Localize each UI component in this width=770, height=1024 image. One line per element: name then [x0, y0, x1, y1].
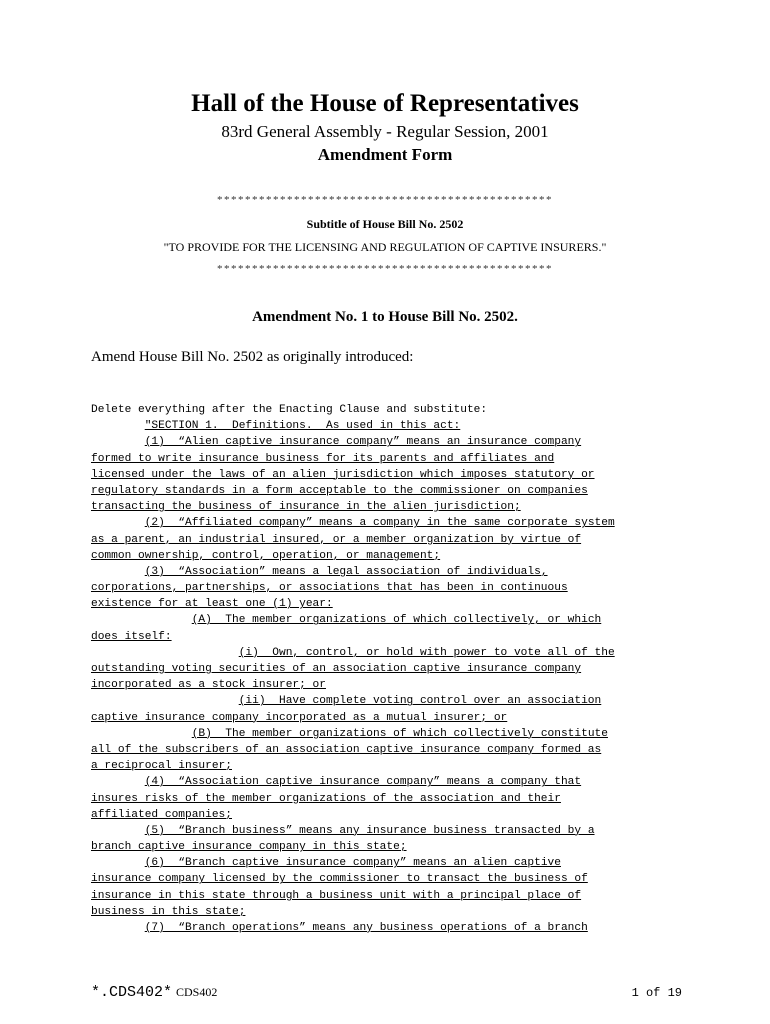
body-line [91, 499, 681, 515]
body-line [91, 726, 681, 742]
body-line [91, 434, 681, 450]
body-line [91, 710, 681, 726]
body-line-text: (4) “Association captive insurance company” means a company that [144, 776, 582, 789]
body-line-text: insures risks of the member organizations of the association and their [91, 792, 561, 805]
page-number: 1 of 19 [631, 986, 682, 1000]
body-line [91, 742, 681, 758]
body-line-text: (2) “Affiliated company” means a company in the same corporate system [144, 517, 615, 530]
body-line [91, 661, 681, 677]
body-line [91, 612, 681, 628]
body-line [91, 774, 681, 790]
body-line [91, 483, 681, 499]
body-line-text: (ii) Have complete voting control over an association [238, 695, 602, 708]
body-line-text: "SECTION 1. Definitions. As used in this act: [144, 420, 461, 433]
bill-subtitle-text: "TO PROVIDE FOR THE LICENSING AND REGULATION OF CAPTIVE INSURERS." [163, 240, 607, 254]
body-line-text: (6) “Branch captive insurance company” means an alien captive [144, 857, 561, 870]
star-divider-bottom: ************************************************ [217, 263, 553, 275]
body-line-text: insurance in this state through a business unit with a principal place of [91, 889, 582, 902]
footer-code-large: *.CDS402* [91, 984, 173, 1001]
body-line [91, 807, 681, 823]
amendment-heading: Amendment No. 1 to House Bill No. 2502. [252, 309, 518, 325]
star-divider-top: ************************************************ [217, 194, 553, 206]
body-line-text: regulatory standards in a form acceptable to the commissioner on companies [91, 484, 588, 497]
body-line-text: (B) The member organizations of which collectively constitute [191, 727, 608, 740]
body-line [91, 580, 681, 596]
body-line-text: a reciprocal insurer; [91, 760, 232, 773]
body-line-text: does itself: [91, 630, 172, 643]
body-line-text: (3) “Association” means a legal association of individuals, [144, 565, 548, 578]
body-line [91, 920, 681, 936]
body-line [91, 693, 681, 709]
body-line [91, 532, 681, 548]
body-line [91, 629, 681, 645]
body-line-text: business in this state; [91, 905, 246, 918]
body-line [91, 758, 681, 774]
body-line-text: all of the subscribers of an association captive insurance company formed as [91, 743, 602, 756]
body-line [91, 904, 681, 920]
footer-document-code [91, 984, 217, 1001]
amendment-body [91, 402, 681, 936]
body-line-text: licensed under the laws of an alien jurisdiction which imposes statutory or [91, 468, 595, 481]
body-line-text: (A) The member organizations of which collectively, or which [191, 614, 602, 627]
body-line-text: insurance company licensed by the commissioner to transact the business of [91, 873, 588, 886]
amendment-intro: Amend House Bill No. 2502 as originally introduced: [91, 349, 414, 365]
body-line-text: corporations, partnerships, or associations that has been in continuous [91, 582, 568, 595]
body-line-text: as a parent, an industrial insured, or a member organization by virtue of [91, 533, 582, 546]
body-line-text: existence for at least one (1) year: [91, 598, 333, 611]
body-line-text: Delete everything after the Enacting Clause and substitute: [91, 404, 488, 416]
session-subtitle: 83rd General Assembly - Regular Session, 2001 [221, 122, 549, 141]
body-line [91, 548, 681, 564]
body-line [91, 467, 681, 483]
body-line [91, 791, 681, 807]
document-title: Hall of the House of Representatives [191, 90, 579, 117]
body-line [91, 839, 681, 855]
body-line-text: (7) “Branch operations” means any business operations of a branch [144, 922, 588, 934]
body-line-text: (i) Own, control, or hold with power to vote all of the [238, 646, 615, 659]
body-line-text: branch captive insurance company in this state; [91, 841, 407, 854]
body-line [91, 451, 681, 467]
body-line-text: (5) “Branch business” means any insurance business transacted by a [144, 824, 595, 837]
body-line [91, 677, 681, 693]
body-line [91, 515, 681, 531]
body-line [91, 888, 681, 904]
body-line [91, 855, 681, 871]
body-line-text: outstanding voting securities of an association captive insurance company [91, 663, 582, 675]
body-line [91, 564, 681, 580]
bill-subtitle-heading: Subtitle of House Bill No. 2502 [306, 217, 464, 231]
body-line-text: captive insurance company incorporated as a mutual insurer; or [91, 711, 508, 724]
body-line-text: common ownership, control, operation, or management; [91, 549, 441, 562]
body-line-text: affiliated companies; [91, 808, 232, 821]
body-line [91, 871, 681, 887]
body-line-text: formed to write insurance business for its parents and affiliates and [91, 452, 555, 465]
body-line-text: (1) “Alien captive insurance company” means an insurance company [144, 436, 582, 449]
body-line-text: incorporated as a stock insurer; or [91, 679, 326, 692]
body-line [91, 418, 681, 434]
body-line [91, 596, 681, 612]
footer-code-small: CDS402 [176, 985, 218, 999]
form-label: Amendment Form [317, 145, 453, 164]
body-line [91, 645, 681, 661]
body-line-text: transacting the business of insurance in the alien jurisdiction; [91, 501, 521, 514]
body-line [91, 823, 681, 839]
body-line [91, 402, 681, 418]
